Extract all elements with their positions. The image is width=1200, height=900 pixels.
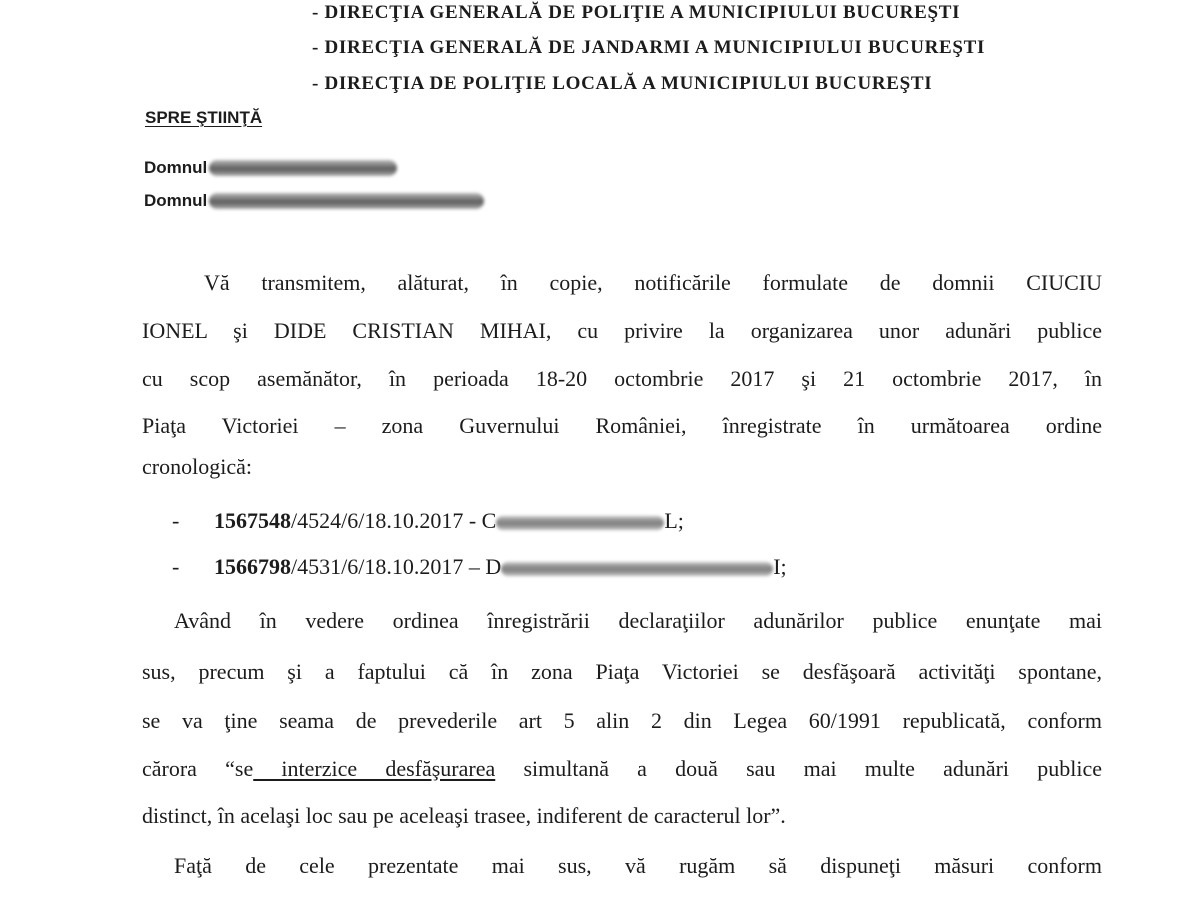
paragraph2-line-2: sus, precum şi a faptului că în zona Piaţa Victoriei se desfăşoară activităţi spontane, — [142, 659, 1102, 684]
recipient-line-local-police: - DIRECŢIA DE POLIŢIE LOCALĂ A MUNICIPIULUI BUCUREŞTI — [312, 73, 933, 94]
quote-continuation: simultană a două sau mai multe adunări publice — [495, 756, 1102, 781]
paragraph1-line-5: cronologică: — [142, 454, 252, 479]
paragraph1-line-3: cu scop asemănător, în perioada 18-20 octombrie 2017 şi 21 octombrie 2017, în — [142, 366, 1102, 391]
redacted-name-lead: D — [485, 554, 502, 579]
underlined-phrase: interzice desfăşurarea — [253, 756, 496, 781]
paragraph1-line-2: IONEL şi DIDE CRISTIAN MIHAI, cu privire la organizarea unor adunări publice — [142, 318, 1102, 343]
registration-details: /4531/6/18.10.2017 – — [291, 554, 486, 579]
list-dash: - — [172, 554, 180, 579]
domnul-line-1 — [144, 158, 397, 184]
domnul-label: Domnul — [144, 191, 208, 210]
redacted-name-tail: L; — [664, 508, 684, 533]
paragraph1-line-4: Piaţa Victoriei – zona Guvernului României, înregistrate în următoarea ordine — [142, 413, 1102, 438]
paragraph1-line-1: Vă transmitem, alăturat, în copie, notificările formulate de domnii CIUCIU — [204, 270, 1102, 295]
registration-item-2 — [172, 552, 787, 582]
paragraph2-line-3: se va ţine seama de prevederile art 5 alin 2 din Legea 60/1991 republicată, conform — [142, 708, 1102, 733]
registration-details: /4524/6/18.10.2017 - — [291, 508, 482, 533]
recipient-line-gendarmerie: - DIRECŢIA GENERALĂ DE JANDARMI A MUNICIPIULUI BUCUREŞTI — [312, 37, 986, 58]
redacted-name-block — [496, 516, 664, 530]
paragraph2-line-4 — [142, 754, 1102, 784]
domnul-label: Domnul — [144, 158, 208, 177]
redacted-name-lead: C — [481, 508, 497, 533]
paragraph2-line-5: distinct, în acelaşi loc sau pe aceleaşi trasee, indiferent de caracterul lor”. — [142, 803, 786, 828]
redacted-name-tail: I; — [773, 554, 787, 579]
registration-number: 1567548 — [214, 508, 291, 533]
recipient-line-police: - DIRECŢIA GENERALĂ DE POLIŢIE A MUNICIPIULUI BUCUREŞTI — [312, 2, 961, 23]
domnul-line-2 — [144, 191, 484, 217]
paragraph2-line-1: Având în vedere ordinea înregistrării declaraţiilor adunărilor publice enunţate mai — [174, 608, 1102, 633]
list-dash: - — [172, 508, 180, 533]
spre-stiinta-heading: SPRE ŞTIINŢĂ — [145, 108, 263, 127]
redacted-name-block — [209, 193, 484, 209]
redacted-name-block — [209, 160, 397, 176]
registration-item-1 — [172, 506, 684, 536]
redacted-name-block — [501, 562, 773, 576]
registration-number: 1566798 — [214, 554, 291, 579]
quote-start: cărora “se — [142, 756, 254, 781]
paragraph3-line-1: Faţă de cele prezentate mai sus, vă rugăm să dispuneţi măsuri conform — [174, 853, 1102, 878]
